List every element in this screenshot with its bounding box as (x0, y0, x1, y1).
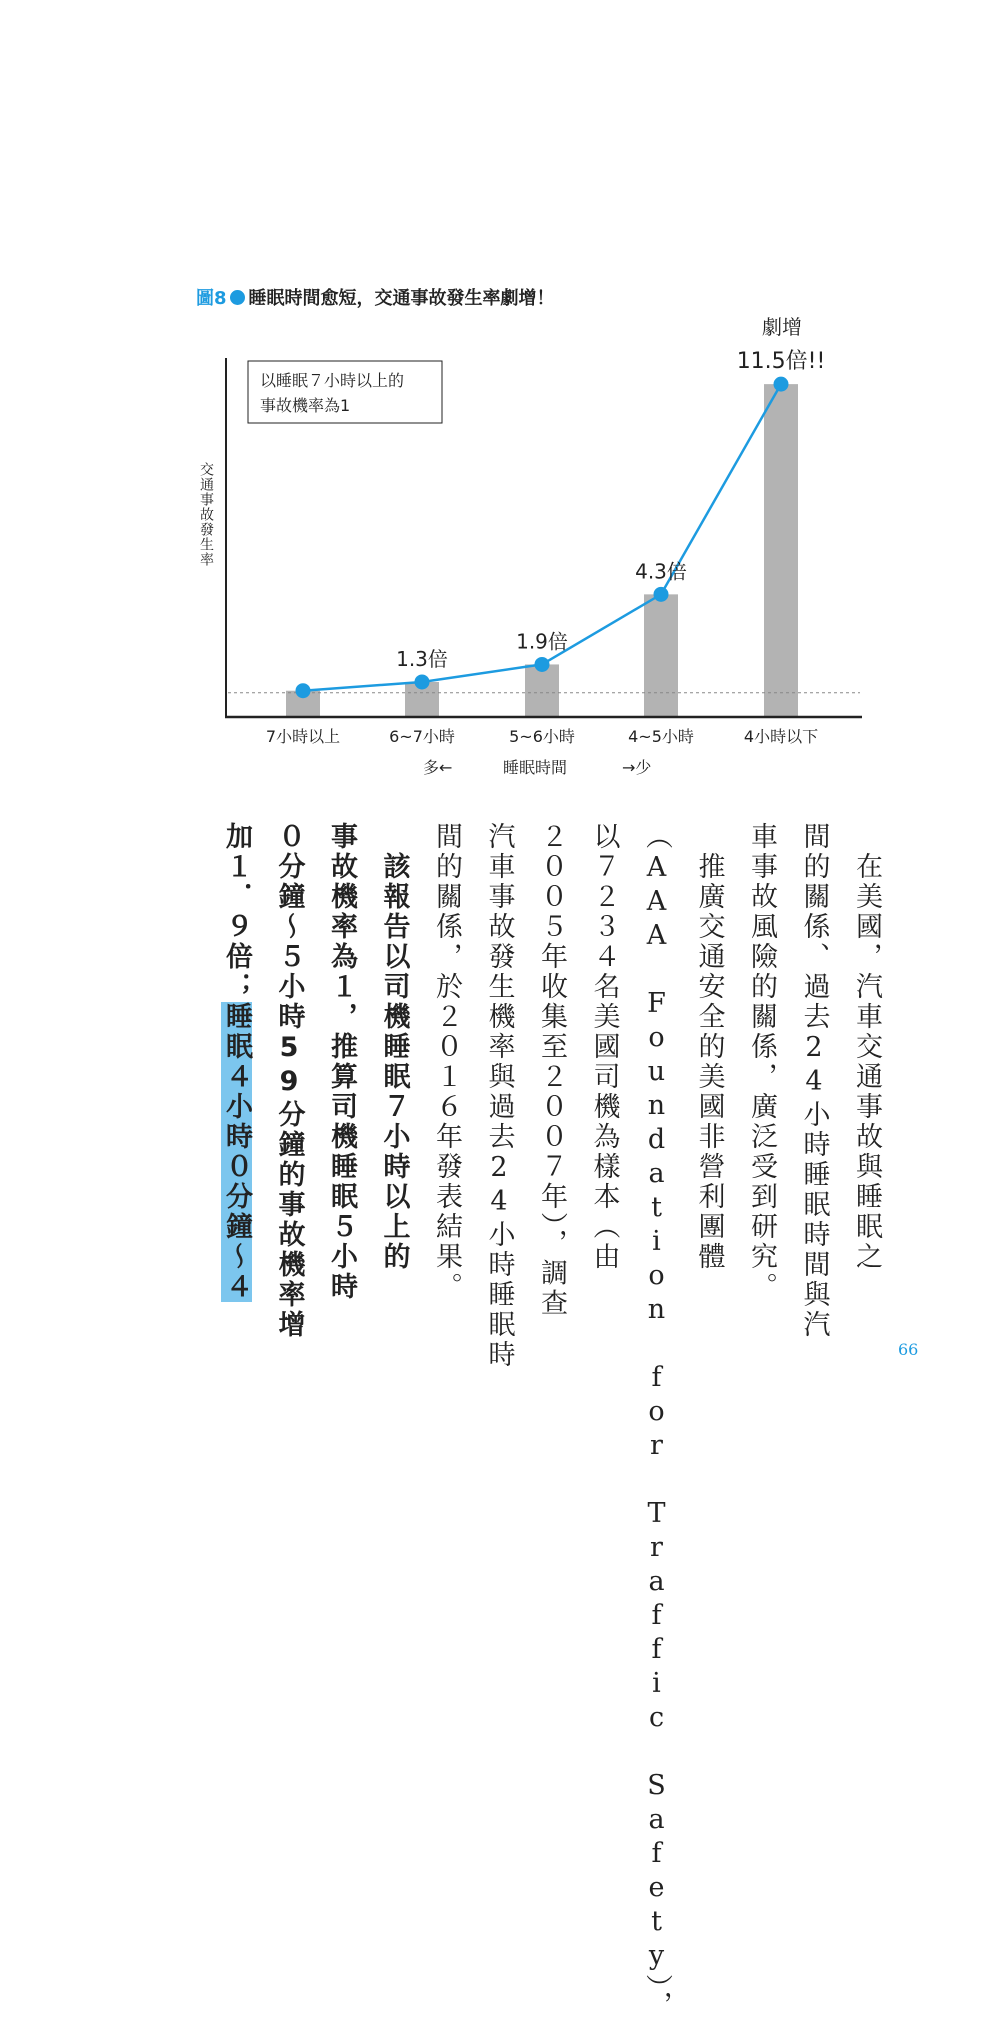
body-column-text: 在美國，汽車交通事故與睡眠之 (851, 852, 882, 1272)
x-axis-less-label: →少 (622, 758, 652, 777)
bar-4 (644, 594, 678, 717)
data-point-5 (774, 377, 789, 392)
figure-title-text: 睡眠時間愈短，交通事故發生率劇增！ (248, 288, 555, 309)
body-column-10 (368, 822, 420, 1272)
body-column-4 (683, 822, 735, 1272)
body-column-text: 間的關係、過去24小時睡眠時間與汽 (798, 822, 830, 1340)
body-column-text: ２００５年收集至２００７年），調查 (536, 822, 567, 1319)
highlighted-text: 睡眠４小時０分鐘～４ (221, 1002, 252, 1302)
body-column-text: 事故機率為１，推算司機睡眠５小時 (326, 822, 357, 1302)
data-point-1 (296, 683, 311, 698)
body-column-7 (525, 822, 577, 1319)
body-column-text: 加１．９倍； (221, 822, 252, 1002)
legend-line-1: 以睡眠７小時以上的 (260, 371, 405, 390)
data-label-2: 1.3倍 (396, 646, 448, 671)
accident-rate-chart (0, 0, 1000, 800)
body-column-text: （AAA Foundation for Traffic Safety）， (641, 822, 672, 2021)
data-point-4 (654, 587, 669, 602)
data-point-2 (415, 674, 430, 689)
figure-label: 圖8 (196, 288, 227, 309)
x-axis-more-label: 多← (423, 758, 453, 777)
data-label-5: 11.5倍!! (736, 349, 826, 375)
body-column-text: 以７２３４名美國司機為樣本（由 (588, 822, 620, 1272)
x-axis-title: 睡眠時間 (503, 758, 568, 777)
data-label-3: 1.9倍 (516, 629, 568, 654)
y-axis-label: 交通事故發生率 (198, 462, 214, 567)
body-column-text: 間的關係，於２０１６年發表結果。 (431, 822, 462, 1302)
page-number: 66 (898, 1340, 919, 1359)
body-column-text: ０分鐘～５小時59分鐘的事故機率增 (273, 822, 305, 1340)
body-column-6 (578, 822, 630, 1272)
body-column-8 (473, 822, 525, 1370)
peak-note: 劇增 (762, 315, 802, 339)
x-tick-label-3: 5~6小時 (509, 727, 575, 746)
bar-3 (525, 664, 559, 717)
bar-5 (764, 384, 798, 717)
body-column-5 (630, 822, 682, 2021)
body-column-text: 該報告以司機睡眠７小時以上的 (378, 852, 410, 1272)
data-label-4: 4.3倍 (635, 559, 687, 584)
body-column-11 (315, 822, 367, 1302)
legend-line-2: 事故機率為1 (260, 396, 351, 415)
data-point-3 (535, 657, 550, 672)
x-tick-label-4: 4~5小時 (628, 727, 694, 746)
body-column-3 (735, 822, 787, 1302)
x-tick-label-5: 4小時以下 (743, 727, 819, 746)
body-column-9 (420, 822, 472, 1302)
body-column-text: 車事故風險的關係，廣泛受到研究。 (746, 822, 777, 1302)
body-column-1 (840, 822, 892, 1272)
x-tick-label-2: 6~7小時 (389, 727, 455, 746)
body-column-text: 推廣交通安全的美國非營利團體 (693, 852, 725, 1272)
body-column-text: 汽車事故發生機率與過去24小時睡眠時 (483, 822, 515, 1370)
body-column-12 (263, 822, 315, 1340)
x-tick-label-1: 7小時以上 (265, 727, 341, 746)
body-column-2 (788, 822, 840, 1340)
body-column-13 (210, 822, 262, 1302)
